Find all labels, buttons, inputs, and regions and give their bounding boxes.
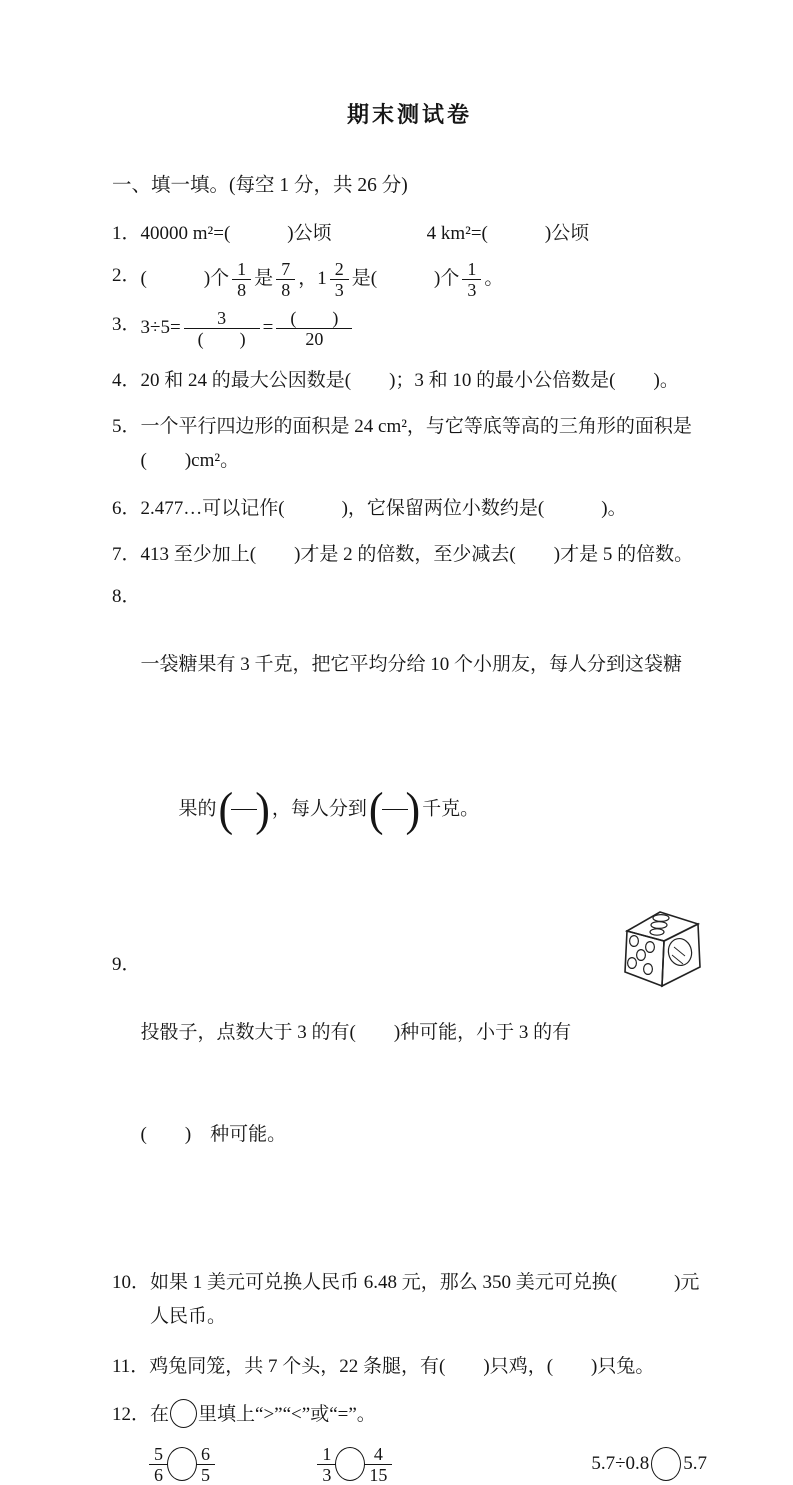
text-run: 里填上“>”“<”或“=”。: [198, 1403, 376, 1425]
question-text: [150, 1398, 707, 1432]
fraction: [330, 259, 349, 300]
fraction: [184, 308, 260, 349]
fraction-denominator: 20: [276, 328, 352, 349]
question-text: 鸡兔同笼，共 7 个头，22 条腿，有( )只鸡，( )只兔。: [149, 1355, 655, 1377]
text-run: =: [262, 317, 274, 339]
comparison-item: [591, 1447, 707, 1481]
question-line-2: [141, 750, 707, 870]
comparison-circle: [651, 1447, 681, 1481]
fraction-numerator: 3: [217, 308, 227, 329]
comparison-item: [146, 1444, 314, 1485]
text-run: 5.7÷0.8: [591, 1453, 650, 1475]
fraction-numerator: 6: [201, 1443, 210, 1464]
text-run: 果的: [178, 797, 217, 819]
text-run: 千克。: [422, 797, 480, 819]
fraction-denominator: 3: [317, 1464, 336, 1485]
fraction-numerator: 1: [237, 259, 247, 279]
question-number: 4．: [112, 369, 141, 391]
text-run: 。: [484, 268, 504, 290]
fraction-denominator: 6: [149, 1464, 168, 1485]
question-9: [112, 948, 707, 1254]
text-run: 在: [150, 1403, 170, 1425]
question-number: 1．: [112, 223, 141, 244]
fraction: [232, 259, 251, 300]
text-run: ，每人分到: [271, 797, 367, 819]
question-text: 2.477…可以记作( )，它保留两位小数约是( )。: [140, 497, 627, 519]
question-text: 20 和 24 的最大公因数是( )；3 和 10 的最小公倍数是( )。: [140, 369, 679, 391]
bracket-open: (: [368, 782, 384, 836]
fraction: [276, 308, 352, 349]
fraction-numerator: 1: [322, 1443, 332, 1464]
question-text: [141, 259, 707, 300]
blank-fraction: [219, 784, 270, 836]
question-number: 12．: [112, 1403, 151, 1425]
section-heading: 一、填一填。(每空 1 分，共 26 分): [112, 175, 408, 196]
question-number: 10．: [112, 1271, 151, 1293]
question-1: [112, 217, 707, 251]
question-number: 8．: [112, 585, 141, 607]
question-number: 9．: [112, 953, 141, 975]
comparison-items-row: [146, 1444, 707, 1485]
question-text: 413 至少加上( )才是 2 的倍数，至少减去( )才是 5 的倍数。: [140, 543, 694, 565]
fraction-numerator: 5: [154, 1443, 163, 1464]
question-11: [112, 1350, 707, 1384]
question-number: 3．: [112, 314, 141, 336]
text-run: 是( )个: [351, 268, 460, 290]
fraction-numerator: 1: [467, 259, 477, 279]
question-text: 一个平行四边形的面积是 24 cm²，与它等底等高的三角形的面积是( )cm²。: [140, 415, 692, 471]
text-run: 是: [254, 268, 274, 290]
comparison-circle: [167, 1447, 197, 1481]
fraction-denominator: 15: [364, 1464, 392, 1485]
question-text: 40000 m²=( )公顷 4 km²=( )公顷: [140, 223, 590, 244]
question-number: 11．: [112, 1355, 150, 1377]
question-5: [112, 410, 707, 478]
fraction: [462, 259, 481, 300]
question-10: [112, 1266, 707, 1334]
question-12: [112, 1398, 707, 1432]
bracket-close: ): [255, 782, 270, 836]
question-8: [112, 580, 707, 938]
blank-fraction: [369, 784, 420, 836]
fraction-denominator: 5: [196, 1464, 215, 1485]
question-text: 如果 1 美元可兑换人民币 6.48 元，那么 350 美元可兑换( )元人民币。: [150, 1271, 700, 1327]
question-text: [141, 580, 707, 938]
question-6: [112, 492, 707, 526]
text-run: ，1: [298, 268, 327, 290]
fraction-denominator: 3: [330, 279, 349, 300]
question-line-1: 投骰子，点数大于 3 的有( )种可能，小于 3 的有: [140, 1021, 572, 1043]
question-7: [112, 538, 707, 572]
fraction-denominator: 3: [462, 279, 481, 300]
fraction: [317, 1444, 336, 1485]
bracket-open: (: [218, 782, 234, 836]
fraction-numerator: ( ): [290, 308, 339, 329]
text-run: 3÷5=: [140, 317, 181, 339]
question-line-1: 一袋糖果有 3 千克，把它平均分给 10 个小朋友，每人分到这袋糖: [140, 653, 683, 675]
question-number: 2．: [112, 265, 141, 286]
fraction-bar-line: [231, 809, 257, 810]
comparison-circle: [170, 1399, 197, 1428]
fraction-denominator: 8: [232, 279, 251, 300]
fraction-numerator: 4: [373, 1443, 383, 1464]
question-number: 6．: [112, 497, 141, 519]
fraction-numerator: 7: [281, 259, 291, 279]
question-4: [112, 364, 707, 398]
comparison-circle: [335, 1447, 365, 1481]
question-text: [141, 948, 707, 1254]
fraction: [196, 1444, 215, 1485]
question-3: [112, 308, 707, 349]
fraction-numerator: 2: [334, 259, 344, 279]
fraction-bar-line: [382, 809, 408, 810]
fraction: [364, 1444, 392, 1485]
fraction: [149, 1444, 168, 1485]
fraction: [276, 259, 295, 300]
page-title: 期末测试卷: [346, 102, 472, 127]
bracket-close: ): [405, 782, 421, 836]
question-number: 7．: [112, 543, 141, 565]
text-run: ( )个: [140, 268, 230, 290]
comparison-item: [314, 1444, 477, 1485]
dice-icon: [619, 904, 711, 994]
question-text: [141, 308, 707, 349]
question-2: [112, 259, 707, 300]
fraction-denominator: ( ): [184, 328, 260, 349]
question-number: 5．: [112, 415, 141, 437]
text-run: 5.7: [683, 1453, 707, 1475]
question-line-2: ( ) 种可能。: [140, 1123, 287, 1145]
fraction-denominator: 8: [276, 279, 295, 300]
